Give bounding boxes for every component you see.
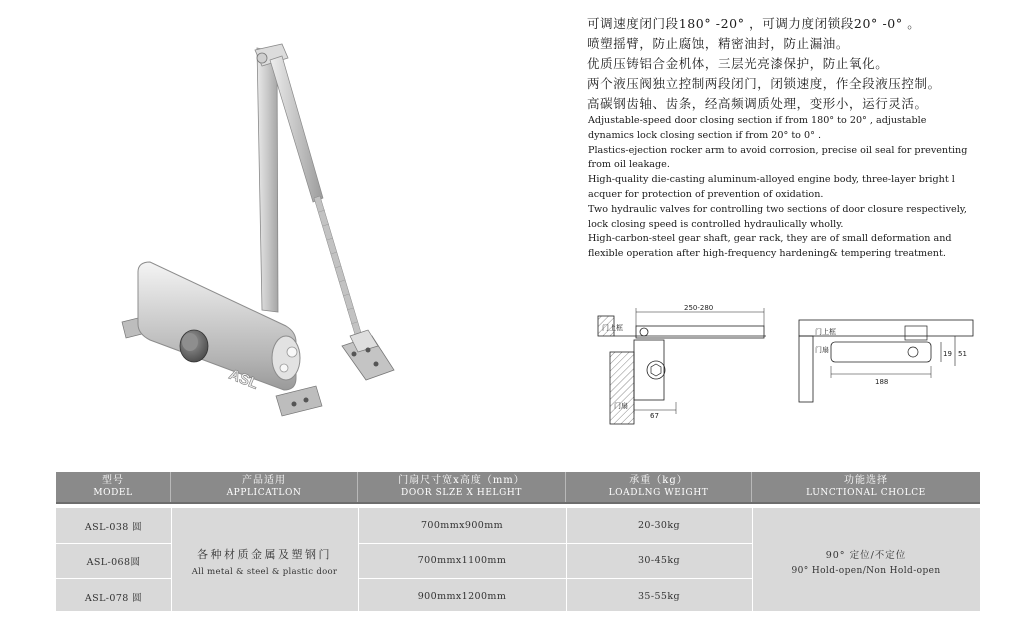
- header-en: MODEL: [93, 488, 133, 498]
- door-closer-illustration: [110, 40, 410, 430]
- door-size-cell: 700mmx1100mm: [417, 555, 507, 566]
- header-en: APPLICATLON: [226, 488, 302, 498]
- header-cn: 承重（kg）: [629, 475, 688, 486]
- header-cn: 型号: [102, 475, 124, 486]
- description-en-line: Plastics-ejection rocker arm to avoid corrosion, precise oil seal for preventing: [588, 144, 968, 156]
- description-en-line: High-quality die-casting aluminum-alloyed engine body, three-layer bright l: [588, 174, 955, 186]
- dimension-label: 188: [875, 378, 889, 386]
- description-en-line: High-carbon-steel gear shaft, gear rack, they are of small deformation and: [588, 233, 952, 245]
- header-function: [752, 472, 980, 502]
- description-chinese: [587, 14, 1017, 114]
- description-cn-line: 可调速度闭门段180° -20° ，可调力度闭锁段20° -0° 。: [587, 16, 921, 31]
- closer-body: [122, 262, 322, 416]
- door-leaf-section: [610, 352, 634, 424]
- header-cn: 门扇尺寸宽x高度（mm）: [398, 475, 525, 486]
- door-leaf-label: 门扇: [614, 402, 628, 410]
- header-en: DOOR SLZE X HELGHT: [401, 488, 522, 498]
- door-leaf-label: 门扇: [815, 346, 829, 354]
- header-cn: 功能选择: [844, 475, 888, 486]
- door-size-cell: 900mmx1200mm: [417, 591, 507, 602]
- installation-drawing-left: [596, 300, 771, 425]
- model-cell: ASL-038 圆: [84, 521, 143, 533]
- loading-weight-cell: 30-45kg: [637, 555, 681, 566]
- description-cn-line: 高碳钢齿轴、齿条，经高频调质处理，变形小，运行灵活。: [587, 96, 928, 111]
- header-model: [56, 472, 171, 502]
- application-cn: 各种材质金属及塑钢门: [197, 548, 332, 561]
- function-cell: [752, 508, 980, 615]
- function-en: 90° Hold-open/Non Hold-open: [791, 566, 941, 576]
- forearm: [270, 56, 362, 338]
- closer-body-outline: [831, 342, 931, 362]
- application-en: All metal & steel & plastic door: [191, 567, 338, 577]
- pinion-knob: [180, 330, 208, 362]
- header-en: LUNCTIONAL CHOLCE: [806, 488, 926, 498]
- door-frame-label: 门上框: [602, 324, 623, 332]
- dimension-label: 19: [943, 350, 952, 358]
- loading-weight-cell: 20-30kg: [637, 520, 681, 531]
- model-cell: ASL-068圆: [86, 556, 141, 568]
- forearm-bracket: [342, 330, 394, 380]
- description-en-line: acquer for protection of prevention of oxidation.: [588, 188, 824, 200]
- header-door-size: [358, 472, 566, 502]
- description-cn-line: 喷塑摇臂，防止腐蚀，精密油封，防止漏油。: [587, 36, 850, 51]
- description-en-line: dynamics lock closing section if from 20° to 0° .: [588, 129, 821, 141]
- brand-mark: ASL: [226, 365, 261, 393]
- installation-drawing-right: [795, 316, 975, 406]
- application-cell: [171, 508, 358, 615]
- dimension-label: 67: [650, 412, 659, 420]
- description-cn-line: 两个液压阀独立控制两段闭门，闭锁速度，作全段液压控制。: [587, 76, 941, 91]
- door-leaf-outline: [799, 336, 813, 402]
- header-en: LOADLNG WEIGHT: [608, 488, 709, 498]
- description-en-line: lock closing speed is controlled hydraulically wholly.: [588, 218, 844, 230]
- description-english: [588, 114, 1020, 262]
- function-cn: 90° 定位/不定位: [825, 550, 907, 561]
- description-en-line: from oil leakage.: [588, 159, 670, 171]
- description-en-line: Two hydraulic valves for controlling two sections of door closure respectively,: [588, 203, 967, 215]
- description-en-line: flexible operation after high-frequency hardening& tempering treatment.: [588, 248, 946, 260]
- door-frame-label: 门上框: [815, 328, 836, 336]
- header-application: [171, 472, 358, 502]
- header-cn: 产品适用: [242, 475, 286, 486]
- door-size-cell: 700mmx900mm: [420, 520, 504, 531]
- dimension-label: 250-280: [684, 304, 714, 312]
- table-header: [56, 472, 980, 504]
- description-cn-line: 优质压铸铝合金机体，三层光亮漆保护，防止氧化。: [587, 56, 889, 71]
- description-en-line: Adjustable-speed door closing section if from 180° to 20° , adjustable: [588, 115, 927, 126]
- loading-weight-cell: 35-55kg: [637, 591, 681, 602]
- arm-pivot-bolt: [257, 53, 267, 63]
- model-cell: ASL-078 圆: [84, 592, 143, 604]
- header-loading-weight: [566, 472, 752, 502]
- dimension-label: 51: [958, 350, 967, 358]
- body-outline: [634, 340, 664, 400]
- table-body: [56, 504, 980, 611]
- specification-table: [56, 472, 980, 611]
